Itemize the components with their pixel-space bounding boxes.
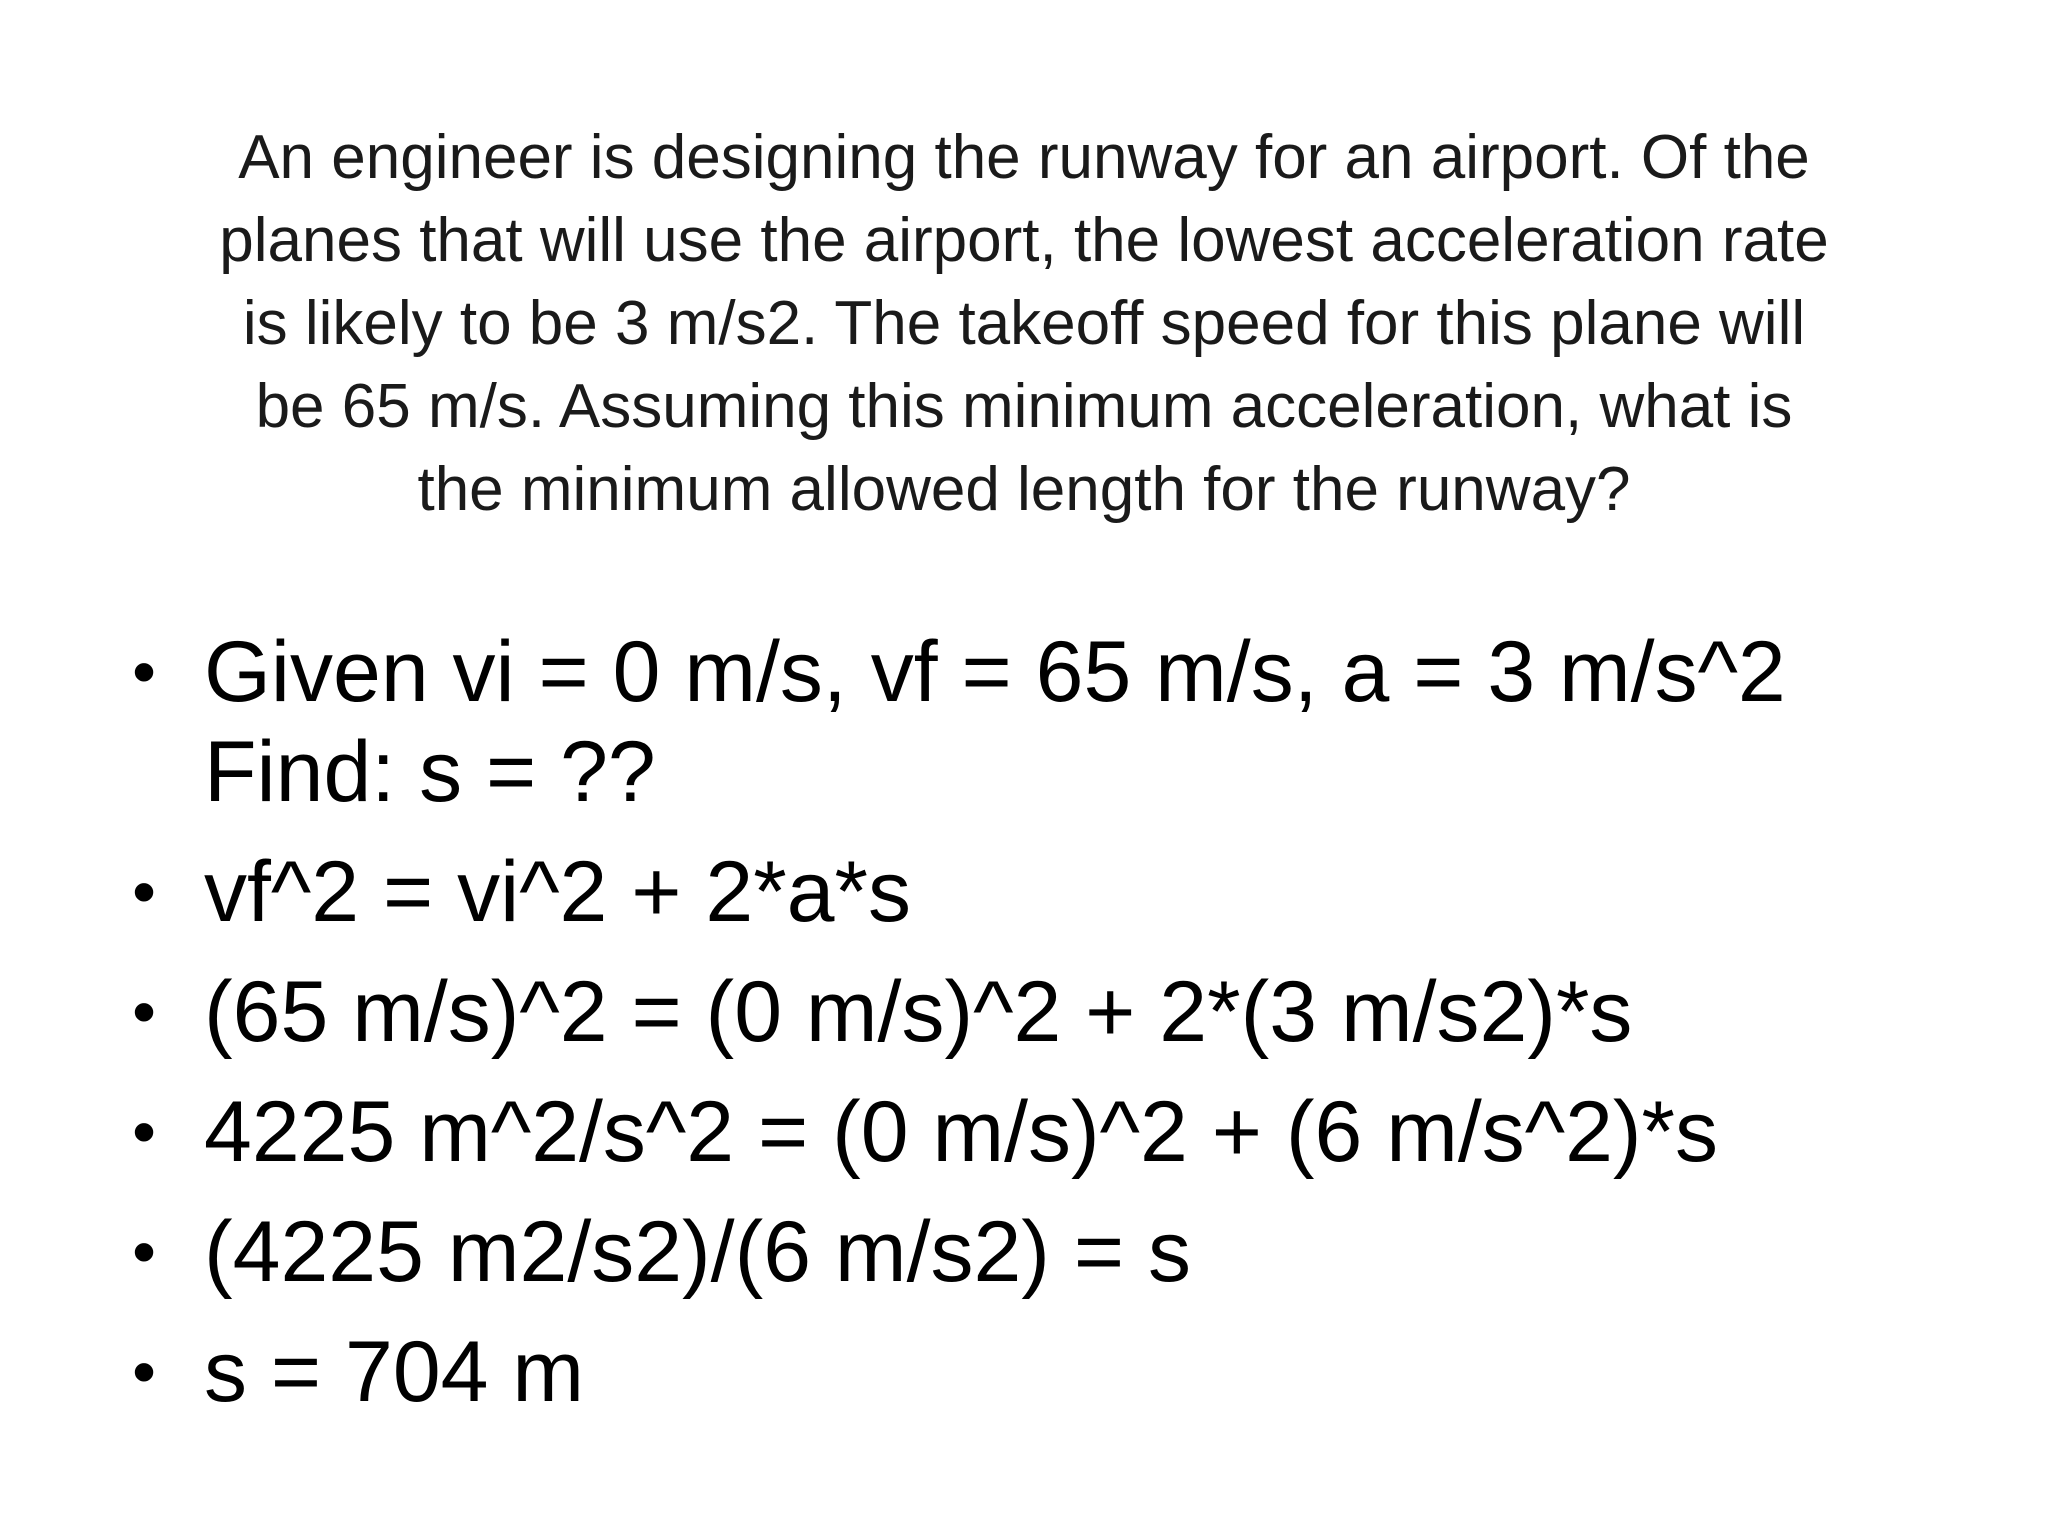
bullet-icon: • — [132, 974, 156, 1050]
solution-step-formula — [124, 842, 1964, 942]
solution-steps-list — [124, 622, 1964, 1442]
step-line: Given vi = 0 m/s, vf = 65 m/s, a = 3 m/s^2 — [204, 624, 1786, 720]
solution-step-substitution — [124, 962, 1964, 1062]
solution-step-simplify — [124, 1082, 1964, 1182]
solution-step-given — [124, 622, 1964, 822]
problem-line: the minimum allowed length for the runway? — [417, 455, 1631, 524]
step-line: (4225 m2/s2)/(6 m/s2) = s — [204, 1204, 1191, 1300]
solution-step-divide — [124, 1202, 1964, 1302]
bullet-icon: • — [132, 1334, 156, 1410]
bullet-icon: • — [132, 634, 156, 710]
step-line: Find: s = ?? — [204, 724, 656, 820]
problem-line: planes that will use the airport, the lowest acceleration rate — [219, 206, 1829, 275]
problem-statement — [120, 116, 1928, 531]
problem-line: is likely to be 3 m/s2. The takeoff speed for this plane will — [242, 289, 1806, 358]
bullet-icon: • — [132, 1214, 156, 1290]
problem-line: An engineer is designing the runway for an airport. Of the — [238, 123, 1810, 192]
bullet-icon: • — [132, 1094, 156, 1170]
step-line: 4225 m^2/s^2 = (0 m/s)^2 + (6 m/s^2)*s — [204, 1084, 1719, 1180]
solution-step-answer — [124, 1322, 1964, 1422]
problem-line: be 65 m/s. Assuming this minimum acceleration, what is — [255, 372, 1793, 441]
step-line: vf^2 = vi^2 + 2*a*s — [204, 844, 911, 940]
step-line: s = 704 m — [204, 1324, 585, 1420]
step-line: (65 m/s)^2 = (0 m/s)^2 + 2*(3 m/s2)*s — [204, 964, 1633, 1060]
bullet-icon: • — [132, 854, 156, 930]
